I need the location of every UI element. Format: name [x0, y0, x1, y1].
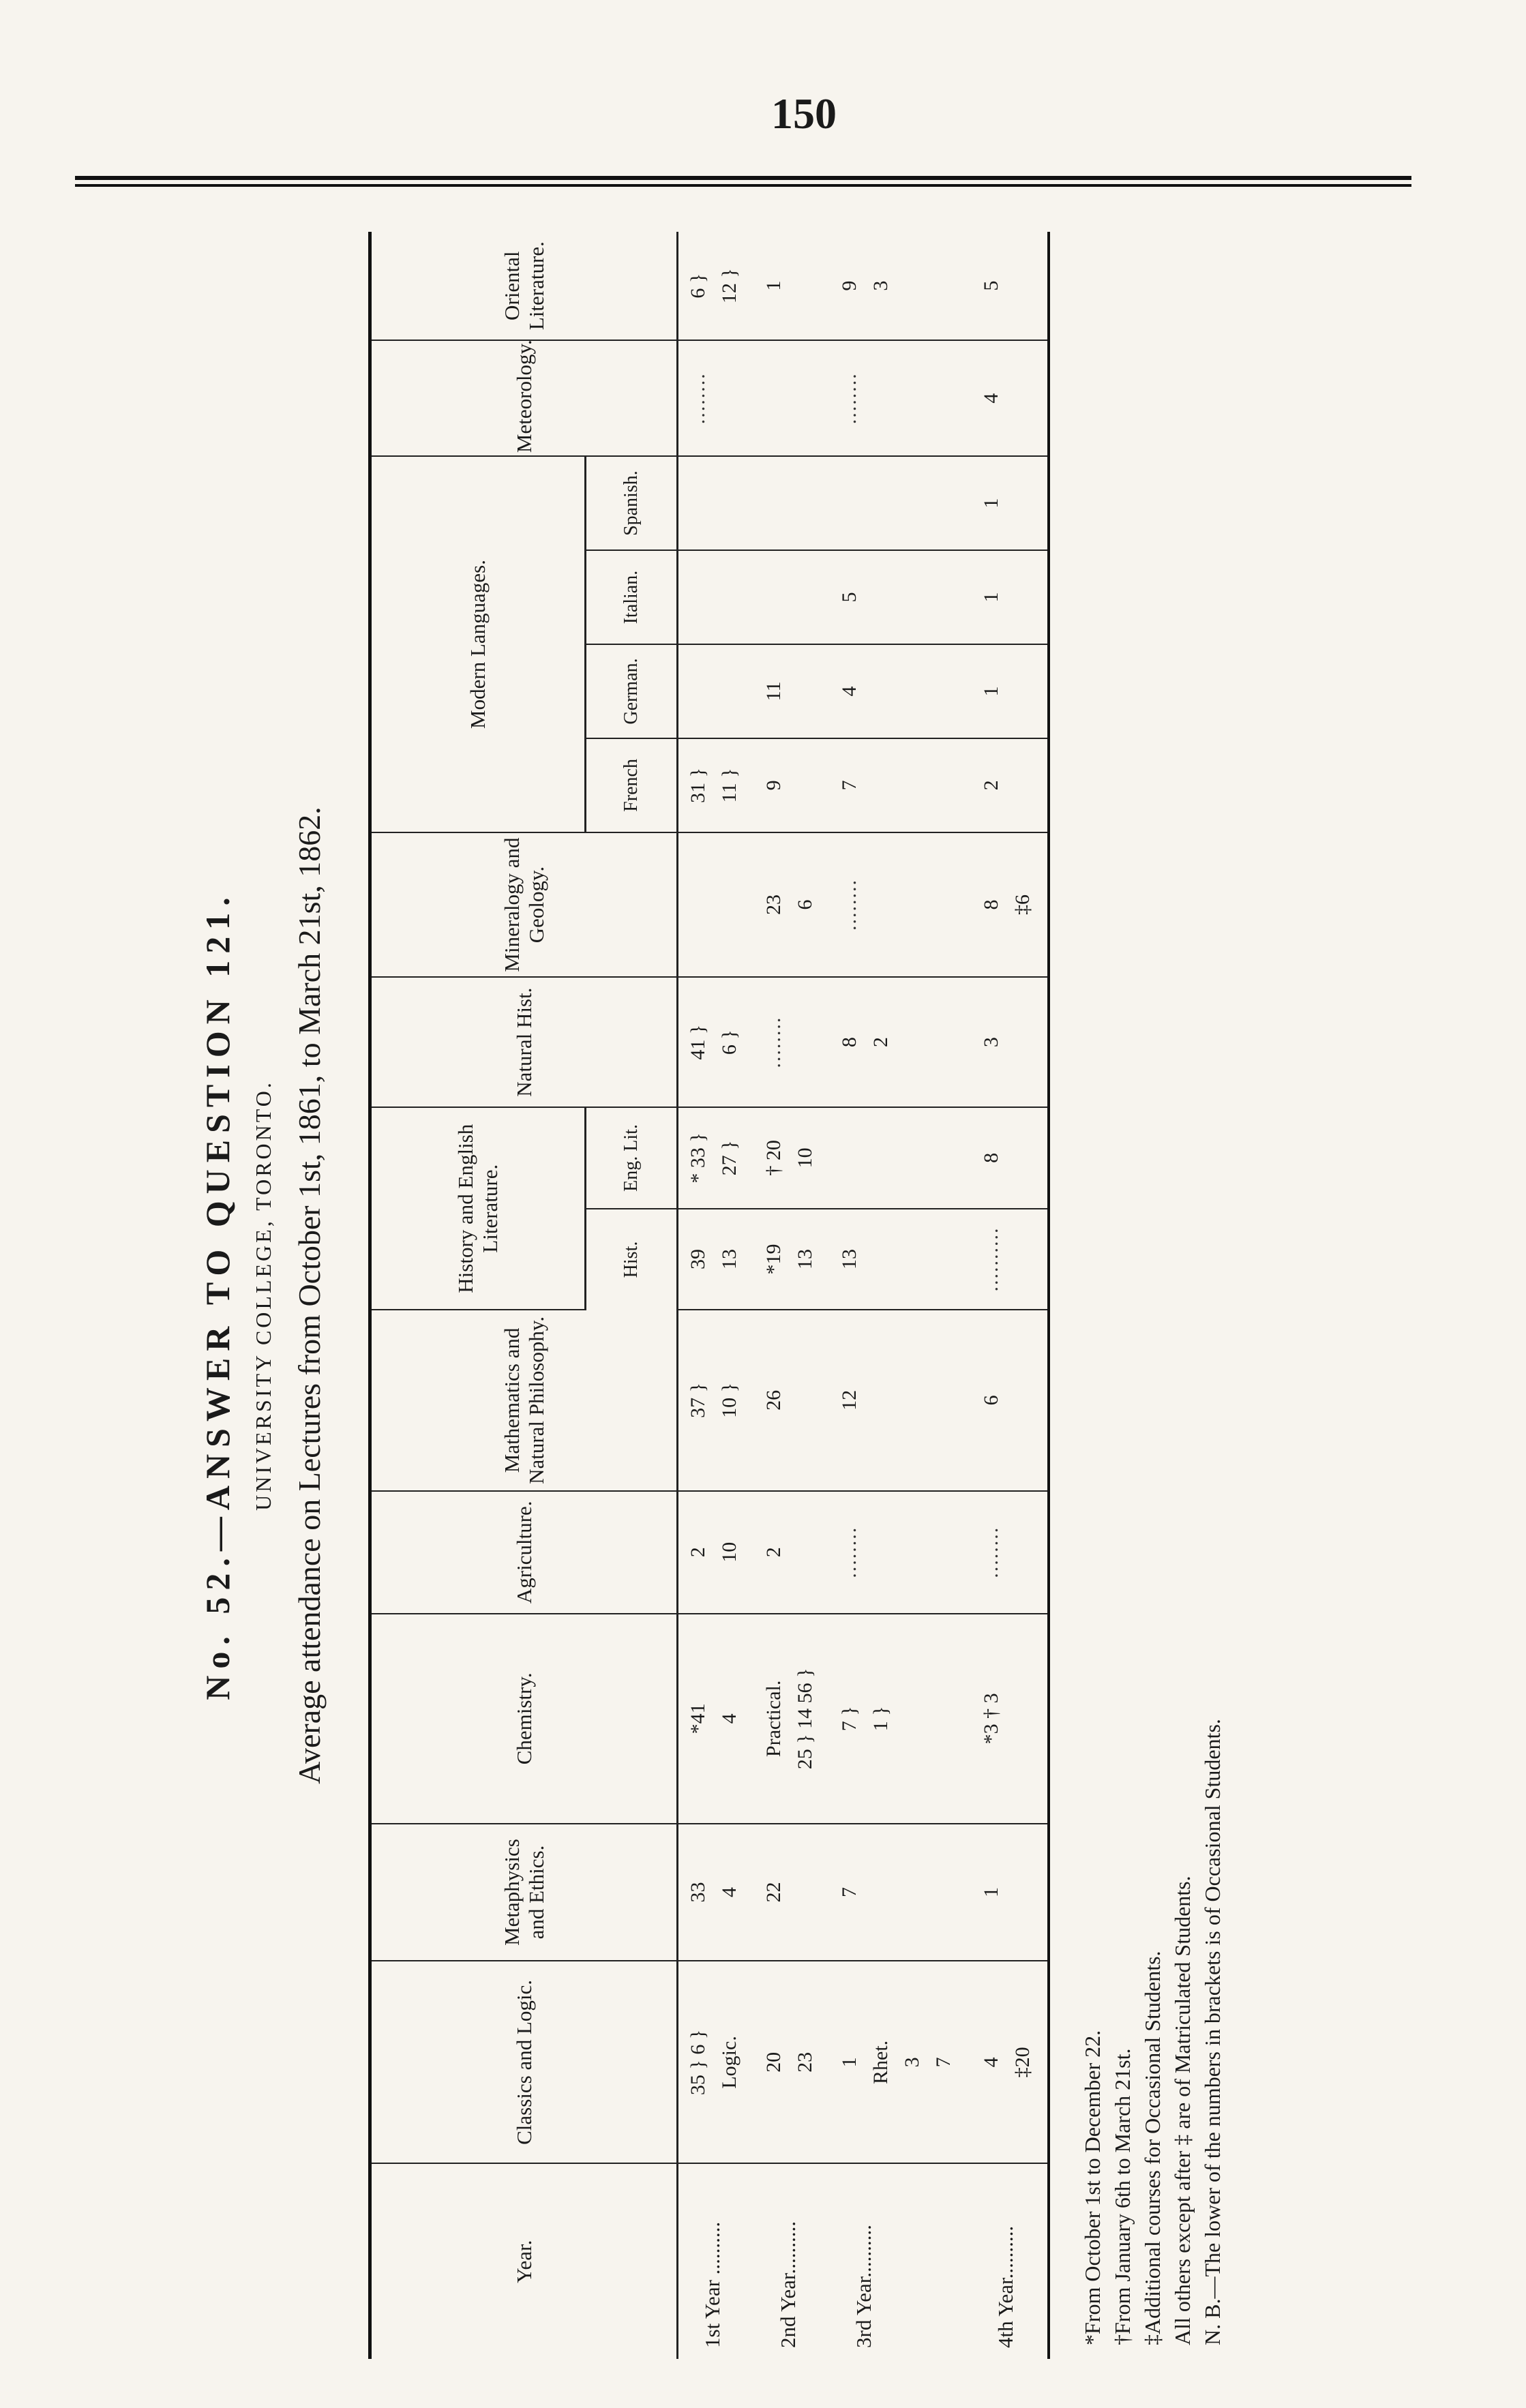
table-row: [972, 232, 1049, 2359]
oriental-cell: 5: [972, 232, 1049, 340]
table-row: [830, 232, 972, 2359]
page-number: 150: [771, 89, 837, 138]
mineralogy-cell: 8 ‡6: [972, 832, 1049, 977]
footnotes: [1077, 300, 1227, 2345]
col-agriculture: Agriculture.: [370, 1491, 678, 1614]
footnote: *From October 1st to December 22.: [1080, 2030, 1105, 2345]
col-italian: Italian.: [586, 550, 678, 644]
year-cell: 2nd Year..........: [775, 2221, 800, 2348]
col-classics: Classics and Logic.: [370, 1961, 678, 2163]
eng-lit-cell: [830, 1107, 972, 1209]
col-oriental: Oriental Literature.: [370, 232, 678, 340]
natural-hist-cell: 41 } 6 }: [678, 977, 754, 1107]
hist-cell: 39 13: [678, 1209, 754, 1310]
document-subtitle: UNIVERSITY COLLEGE, TORONTO.: [251, 1080, 275, 1511]
mineralogy-cell: ........: [830, 832, 972, 977]
header-rule: [75, 176, 1411, 180]
col-mathematics: Mathematics and Natural Philosophy.: [370, 1310, 678, 1490]
hist-cell: 13: [830, 1209, 972, 1310]
col-french: French: [586, 738, 678, 832]
attendance-table: [368, 232, 1050, 2359]
german-cell: 1: [972, 644, 1049, 738]
attendance-table-wrap: [368, 232, 1050, 2359]
classics-cell: 4 ‡20: [972, 1961, 1049, 2163]
col-history-hist: Hist.: [586, 1209, 678, 1310]
year-cell: 1st Year ..........: [700, 2221, 724, 2348]
italian-cell: 5: [830, 550, 972, 644]
mineralogy-cell: [678, 832, 754, 977]
footnote: All others except after ‡ are of Matriculated Students.: [1170, 1876, 1195, 2345]
italian-cell: 1: [972, 550, 1049, 644]
agriculture-cell: ........: [830, 1491, 972, 1614]
table-row: [678, 232, 754, 2359]
footnote: †From January 6th to March 21st.: [1110, 2048, 1135, 2345]
col-modern-languages: Modern Languages.: [370, 456, 586, 832]
spanish-cell: [830, 456, 972, 550]
document-title: No. 52.—ANSWER TO QUESTION 121.: [198, 890, 237, 1700]
german-cell: 11: [754, 644, 830, 738]
mathematics-cell: 26: [754, 1310, 830, 1490]
footnote: N. B.—The lower of the numbers in brackets is of Occasional Students.: [1200, 1719, 1225, 2345]
meteorology-cell: ........: [678, 340, 754, 456]
chemistry-cell: Practical. 25 } 14 56 }: [754, 1614, 830, 1824]
mathematics-cell: 6: [972, 1310, 1049, 1490]
metaphysics-cell: 33 4: [678, 1824, 754, 1961]
document-period: Average attendance on Lectures from October 1st, 1861, to March 21st, 1862.: [292, 807, 327, 1784]
col-german: German.: [586, 644, 678, 738]
col-spanish: Spanish.: [586, 456, 678, 550]
metaphysics-cell: 22: [754, 1824, 830, 1961]
chemistry-cell: *3 † 3: [972, 1614, 1049, 1824]
italian-cell: [754, 550, 830, 644]
table-row: [754, 232, 830, 2359]
eng-lit-cell: † 20 10: [754, 1107, 830, 1209]
eng-lit-cell: 8: [972, 1107, 1049, 1209]
agriculture-cell: 2: [754, 1491, 830, 1614]
classics-cell: 20 23: [754, 1961, 830, 2163]
metaphysics-cell: 1: [972, 1824, 1049, 1961]
year-cell: 3rd Year..........: [851, 2225, 876, 2348]
mathematics-cell: 37 } 10 }: [678, 1310, 754, 1490]
meteorology-cell: 4: [972, 340, 1049, 456]
chemistry-cell: 7 } 1 }: [830, 1614, 972, 1824]
classics-cell: 35 } 6 } Logic.: [678, 1961, 754, 2163]
metaphysics-cell: 7: [830, 1824, 972, 1961]
col-mineralogy: Mineralogy and Geology.: [370, 832, 678, 977]
col-meteorology: Meteorology.: [370, 340, 678, 456]
col-year: Year.: [370, 2163, 678, 2359]
chemistry-cell: *41 4: [678, 1614, 754, 1824]
col-natural-hist: Natural Hist.: [370, 977, 678, 1107]
agriculture-cell: 2 10: [678, 1491, 754, 1614]
hist-cell: ..........: [972, 1209, 1049, 1310]
italian-cell: [678, 550, 754, 644]
oriental-cell: 1: [754, 232, 830, 340]
title-block: [170, 205, 348, 2386]
spanish-cell: 1: [972, 456, 1049, 550]
natural-hist-cell: ........: [754, 977, 830, 1107]
german-cell: [678, 644, 754, 738]
hist-cell: *19 13: [754, 1209, 830, 1310]
mathematics-cell: 12: [830, 1310, 972, 1490]
spanish-cell: [678, 456, 754, 550]
year-cell: 4th Year..........: [993, 2225, 1018, 2348]
col-history: History and English Literature.: [370, 1107, 586, 1310]
classics-cell: 1 Rhet. 3 7: [830, 1961, 972, 2163]
col-chemistry: Chemistry.: [370, 1614, 678, 1824]
german-cell: 4: [830, 644, 972, 738]
french-cell: 2: [972, 738, 1049, 832]
rotated-sheet: [170, 205, 1302, 2386]
meteorology-cell: [754, 340, 830, 456]
oriental-cell: 6 } 12 }: [678, 232, 754, 340]
header-rule-thin: [75, 184, 1411, 187]
natural-hist-cell: 8 2: [830, 977, 972, 1107]
french-cell: 9: [754, 738, 830, 832]
footnote: ‡Additional courses for Occasional Students.: [1140, 1951, 1165, 2345]
natural-hist-cell: 3: [972, 977, 1049, 1107]
mineralogy-cell: 23 6: [754, 832, 830, 977]
spanish-cell: [754, 456, 830, 550]
col-history-eng: Eng. Lit.: [586, 1107, 678, 1209]
french-cell: 31 } 11 }: [678, 738, 754, 832]
col-metaphysics: Metaphysics and Ethics.: [370, 1824, 678, 1961]
agriculture-cell: ........: [972, 1491, 1049, 1614]
french-cell: 7: [830, 738, 972, 832]
eng-lit-cell: * 33 } 27 }: [678, 1107, 754, 1209]
meteorology-cell: ........: [830, 340, 972, 456]
oriental-cell: 9 3: [830, 232, 972, 340]
